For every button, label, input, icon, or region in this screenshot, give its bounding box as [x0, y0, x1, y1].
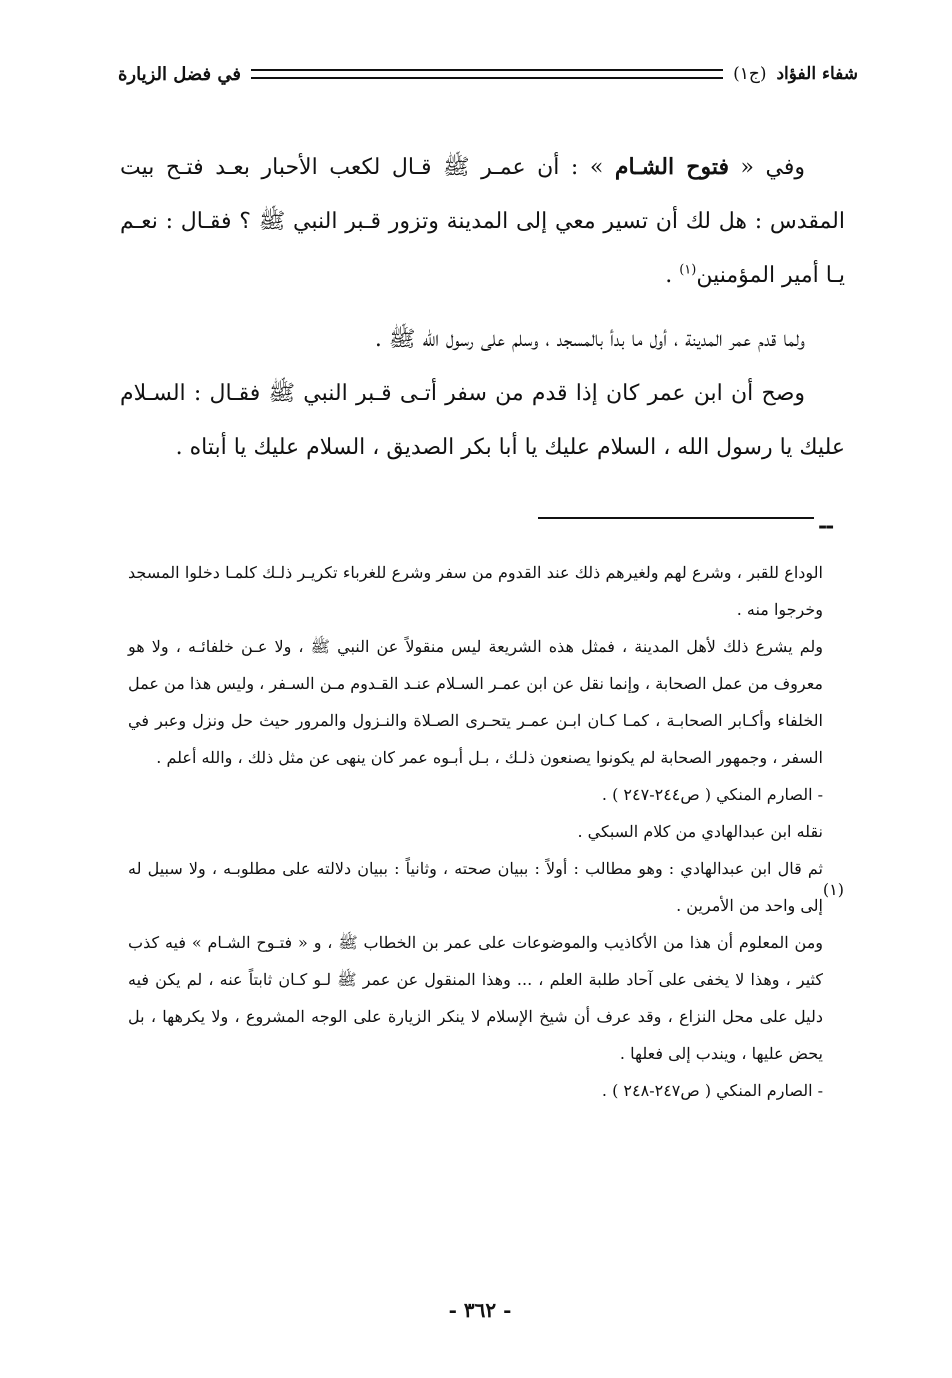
footnote-1-para-2: ثم قال ابن عبدالهادي : وهو مطالب : أولاً : ببيان صحته ، وثانياً : ببيان دلالته على مطلوبـه ، ولا سبيل له إلى واحد من الأمرين . — [128, 859, 823, 915]
footnote-1-text: نقله ابن عبدالهادي من كلام السبكي . — [577, 822, 823, 841]
footnote-marker: (١) — [679, 262, 697, 278]
footnote-continuation-2: ولم يشرع ذلك لأهل المدينة ، فمثل هذه الشريعة ليس منقولاً عن النبي ﷺ ، ولا عـن خلفائـه ، ولا هو معروف من عمل الصحابة ، وإنما نقل عن ابن عمـر السـلام عنـد القـدوم مـن السـفر ، وليس هذا من عمل الخلفاء وأكـابر الصحابـة ، كمـا كـان ابـن عمـر يتحـرى الصـلاة والنـزول والمرور حيث حل ونزل وعبر في السفر ، وجمهور الصحابة لم يكونوا يصنعون ذلـك ، بـل أبـوه عمر كان ينهى عن مثل ذلك ، والله أعلم . — [128, 637, 823, 767]
page-number: - ٣٦٢ - — [448, 1298, 512, 1322]
footnote-reference-1: - الصارم المنكي ( ص٢٤٤-٢٤٧ ) . — [601, 785, 823, 804]
main-text — [120, 140, 845, 475]
header-rule — [251, 69, 723, 79]
volume-label: (ج١) — [733, 64, 767, 84]
paragraph-1 — [120, 140, 845, 303]
p1-book-name: فتوح الشـام — [614, 154, 729, 180]
footnote-dashes: -- — [818, 513, 833, 539]
section-title: في فضل الزيارة — [118, 63, 242, 85]
footnotes — [128, 554, 823, 1109]
p1-end: . — [665, 263, 680, 288]
book-title: شفاء الفؤاد — [776, 64, 858, 84]
paragraph-2: ولما قدم عمر المدينة ، أول ما بدأ بالمسجد ، وسلم على رسول الله ﷺ . — [374, 327, 805, 352]
paragraph-3: وصح أن ابن عمر كان إذا قدم من سفر أتـى قـبر النبي ﷺ فقـال : السـلام عليك يا رسول الله ، السلام عليك يا أبا بكر الصديق ، السلام عليك يا أبتاه . — [120, 381, 845, 460]
footnote-1-para-3: ومن المعلوم أن هذا من الأكاذيب والموضوعات على عمر بن الخطاب ﷺ ، و « فتـوح الشـام » فيه كذب كثير ، وهذا لا يخفى على آحاد طلبة العلم ، ... وهذا المنقول عن عمر ﷺ لـو كـان ثابتاً عنه ، لم يكن فيه دليل على محل النزاع ، وقد عرف أن شيخ الإسلام لا ينكر الزيارة على الوجه المشروع ، ولا يكرهها ، بل يحض عليها ، ويندب إلى فعلها . — [128, 933, 824, 1063]
p1-text-a: وفي « — [740, 155, 806, 180]
footnote-separator — [538, 517, 814, 519]
footnote-number: (١) — [822, 880, 844, 899]
p1-text-c: » : أن عمـر ﷺ قـال لكعب الأحبار بعـد فتـح بيت المقدس : هل لك أن تسير معي إلى المدينة وتزور قـبر النبي ﷺ ؟ فقـال : نعـم يـا أمير المؤمنين — [120, 155, 845, 288]
footnote-reference-2: - الصارم المنكي ( ص٢٤٧-٢٤٨ ) . — [601, 1081, 823, 1100]
running-header — [118, 56, 858, 92]
footnote-continuation-1: الوداع للقبر ، وشرع لهم ولغيرهم ذلك عند القدوم من سفر وشرع للغرباء تكريـر ذلـك كلمـا دخلوا المسجد وخرجوا منه . — [128, 563, 823, 619]
